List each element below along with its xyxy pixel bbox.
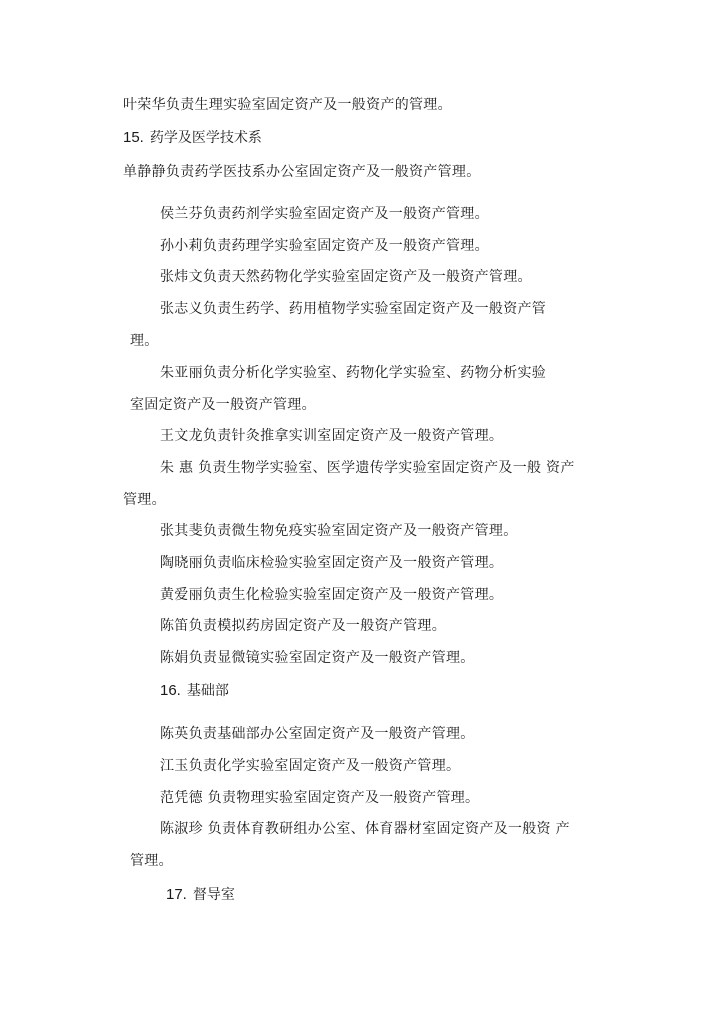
- text-line: 朱 惠 负责生物学实验室、医学遗传学实验室固定资产及一般 资产: [160, 460, 575, 476]
- text-line: 陈英负责基础部办公室固定资产及一般资产管理。: [160, 726, 475, 742]
- section-heading-15: [123, 129, 262, 147]
- text-line: 王文龙负责针灸推拿实训室固定资产及一般资产管理。: [160, 428, 504, 444]
- section-number: 15.: [123, 129, 144, 146]
- text-line: 张志义负责生药学、药用植物学实验室固定资产及一般资产管: [160, 301, 547, 317]
- section-number: 16.: [160, 682, 181, 699]
- text-line: 管理。: [123, 492, 166, 508]
- text-line: 孙小莉负责药理学实验室固定资产及一般资产管理。: [160, 238, 489, 254]
- text-line: 江玉负责化学实验室固定资产及一般资产管理。: [160, 758, 461, 774]
- text-line: 范凭德 负责物理实验室固定资产及一般资产管理。: [160, 790, 480, 806]
- text-line: 理。: [130, 333, 159, 349]
- section-title: 药学及医学技术系: [149, 130, 262, 146]
- section-title: 基础部: [186, 683, 229, 699]
- text-line: 张炜文负责天然药物化学实验室固定资产及一般资产管理。: [160, 269, 532, 285]
- section-heading-16: [160, 682, 229, 700]
- text-line: 黄爱丽负责生化检验实验室固定资产及一般资产管理。: [160, 587, 504, 603]
- text-line: 陈娟负责显微镜实验室固定资产及一般资产管理。: [160, 650, 475, 666]
- text-line: 陶晓丽负责临床检验实验室固定资产及一般资产管理。: [160, 555, 504, 571]
- text-line: 张其斐负责微生物免疫实验室固定资产及一般资产管理。: [160, 523, 518, 539]
- text-line: 陈淑珍 负责体育教研组办公室、体育器材室固定资产及一般资 产: [160, 821, 570, 837]
- section-heading-17: [166, 886, 235, 904]
- text-line: 叶荣华负责生理实验室固定资产及一般资产的管理。: [123, 97, 452, 113]
- text-line: 朱亚丽负责分析化学实验室、药物化学实验室、药物分析实验: [160, 365, 547, 381]
- section-number: 17.: [166, 886, 187, 903]
- text-line: 室固定资产及一般资产管理。: [130, 397, 316, 413]
- text-line: 单静静负责药学医技系办公室固定资产及一般资产管理。: [123, 164, 481, 180]
- text-line: 陈笛负责模拟药房固定资产及一般资产管理。: [160, 618, 446, 634]
- text-line: 管理。: [130, 853, 173, 869]
- text-line: 侯兰芬负责药剂学实验室固定资产及一般资产管理。: [160, 206, 489, 222]
- section-title: 督导室: [192, 887, 235, 903]
